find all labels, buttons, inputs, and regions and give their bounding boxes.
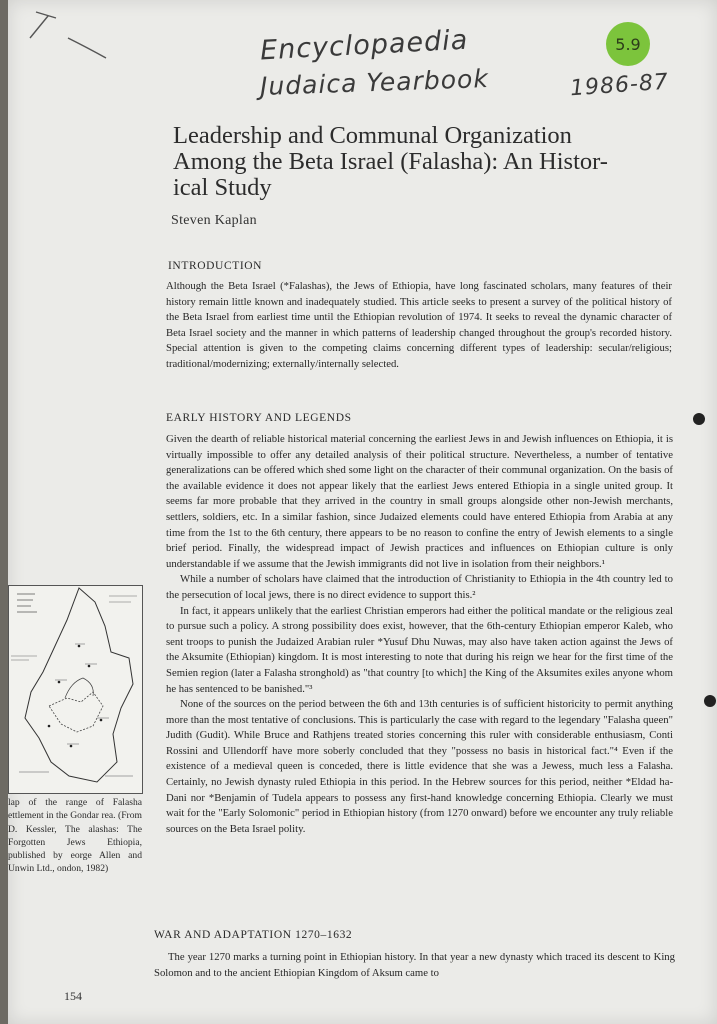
falasha-map bbox=[8, 585, 143, 794]
pencil-marks bbox=[28, 8, 128, 68]
document-page bbox=[8, 0, 717, 1024]
early-history-heading: EARLY HISTORY AND LEGENDS bbox=[166, 412, 352, 424]
binder-hole-bottom bbox=[704, 695, 716, 707]
war-text: The year 1270 marks a turning point in Ethiopian history. In that year a new dynasty which traced its descent to King Solomon and to the ancient Ethiopian Kingdom of Aksum came to bbox=[154, 951, 675, 979]
war-paragraph bbox=[154, 950, 675, 981]
handwritten-year: 1986-87 bbox=[569, 69, 670, 102]
intro-text: Although the Beta Israel (*Falashas), the Jews of Ethiopia, have long fascinated scholars, many features of their history remain little known and inadequately studied. This article seeks to present a survey of the political history of the Beta Israel from earliest time until the Ethiopian revolution of 1974. It seeks to reveal the dynamic character of Beta Israel society and the manner in which patterns of leadership changed throughout the group's recorded history. Special attention is given to the competing claims concerning different types of leadership: secular/religious; traditional/modernizing; externally/internally selected. bbox=[166, 280, 672, 370]
early-paragraph-1: Given the dearth of reliable historical material concerning the earliest Jews in and Jewish influences on Ethiopia, it is virtually impossible to offer any detailed analysis of their political structure. Nevertheless, a number of tentative generalizations can be offered which shed some light on the character of their communal organization. On the basis of the available evidence it does not appear likely that the earliest Jews entered Ethiopia in a single united group. It seems far more probable that they arrived in the country in small groups alongside other non-Jewish merchants, settlers, soldiers, etc. In a similar fashion, since Judaized elements could have entered Ethiopia from Arabia at any time from the 1st to the 6th century, there appears to be no reason to confine the entry of Jewish elements to a single brief period. Finally, the widespread impact of Jewish practices and influences on Ethiopian culture is only understandable if we assume that the Jewish immigrants did not live in isolation from their neighbors.¹ bbox=[166, 433, 673, 570]
map-drawing bbox=[9, 586, 142, 793]
page-number: 154 bbox=[64, 989, 82, 1003]
green-sticker: 5.9 bbox=[606, 22, 650, 66]
intro-paragraph bbox=[166, 279, 672, 373]
handwritten-encyclopaedia: Encyclopaedia bbox=[259, 24, 470, 67]
binder-hole-top bbox=[693, 413, 705, 425]
early-history-body bbox=[166, 432, 673, 837]
article-author: Steven Kaplan bbox=[171, 213, 257, 228]
early-paragraph-2: While a number of scholars have claimed that the introduction of Christianity to Ethiopia in the 4th country led to the persecution of local jews, there is no direct evidence to support this.² bbox=[166, 573, 673, 601]
war-heading: WAR AND ADAPTATION 1270–1632 bbox=[154, 929, 353, 941]
intro-heading: INTRODUCTION bbox=[168, 260, 263, 272]
map-caption: lap of the range of Falasha ettlement in the Gondar rea. (From D. Kessler, The alashas: The Forgotten Jews Ethiopia, published by eorge Allen and Unwin Ltd., ondon, 1982) bbox=[8, 797, 142, 875]
article-title: Leadership and Communal Organization Among the Beta Israel (Falasha): An Histor-ical Study bbox=[173, 122, 608, 201]
handwritten-journal: Judaica Yearbook bbox=[259, 64, 490, 101]
early-paragraph-3: In fact, it appears unlikely that the earliest Christian emperors had either the political mandate or the religious zeal to pursue such a policy. A strong possibility does exist, however, that the 6th-century Ethiopian emperor Kaleb, who sent troops to punish the Judaized Arabian ruler *Yusuf Dhu Nuwas, may also have taken action against the Jews of the Aksumite (Ethiopian) kingdom. It is most interesting to note that during his reign we hear for the first time of the Semien region (later a Falasha stronghold) as "that country [to which] the King of the Aksumites exiles anyone whom he has sentenced to be banished."³ bbox=[166, 604, 673, 695]
early-paragraph-4: None of the sources on the period between the 6th and 13th centuries is of sufficient historicity to permit anything more than the most tentative of conclusions. This is particularly the case with regard to the legendary "Falasha queen" Judith (Gudit). While Bruce and Rathjens treated stories concerning this ruler with considerable enthusiasm, Conti Rossini and Ullendorff have more soberly concluded that they "possess no basis in historical fact."⁴ Even if the existence of a medieval queen is conceded, there is little evidence that she was a Jewess, much less a Falasha. Certainly, no Jewish dynasty ruled Ethiopia in this period. In the Hebrew sources for this period, neither *Eldad ha-Dani nor *Benjamin of Tudela appears to possess any first-hand knowledge concerning Ethiopia. Clearly we must wait for the "Early Solomonic" period in Ethiopian history (from 1270 onward) before we encounter any truly reliable sources on the Beta Israel polity. bbox=[166, 698, 673, 835]
